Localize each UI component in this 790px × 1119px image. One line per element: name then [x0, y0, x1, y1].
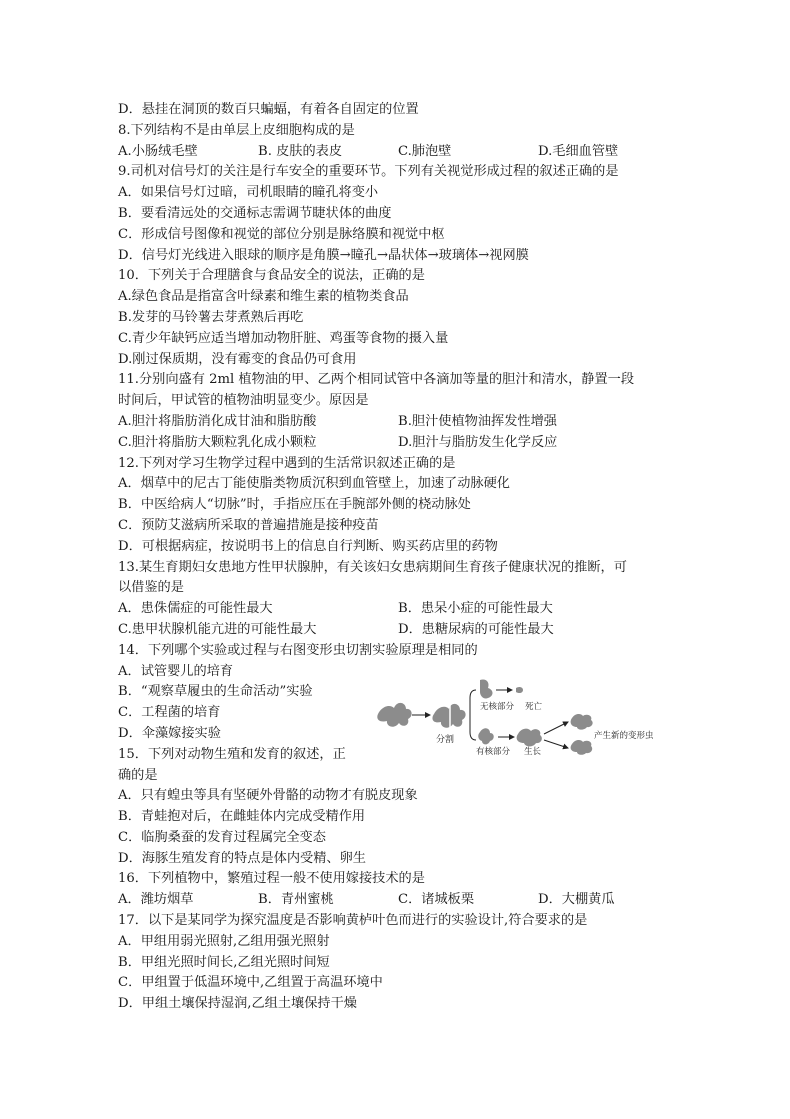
question-17-option-b: B．甲组光照时间长,乙组光照时间短	[118, 954, 330, 970]
question-16-option-c: C．诸城板栗	[398, 892, 475, 908]
question-13-option-b: B．患呆小症的可能性最大	[398, 601, 553, 617]
question-11-option-b: B.胆汁使植物油挥发性增强	[398, 413, 557, 429]
question-10-stem: 10．下列关于合理膳食与食品安全的说法，正确的是	[118, 268, 425, 284]
question-15-option-d: D．海豚生殖发育的特点是体内受精、卵生	[118, 850, 366, 866]
question-8-option-d: D.毛细血管壁	[538, 143, 619, 159]
whole-amoeba-shape	[377, 703, 411, 727]
question-12-stem: 12.下列对学习生物学过程中遇到的生活常识叙述正确的是	[118, 455, 456, 471]
question-16-option-d: D．大棚黄瓜	[538, 892, 615, 908]
new-amoeba-2-shape	[571, 740, 593, 755]
question-11-option-c: C.胆汁将脂肪大颗粒乳化成小颗粒	[118, 434, 317, 450]
nucleated-fragment-shape	[478, 728, 493, 744]
question-13-stem-line-2: 以借鉴的是	[118, 580, 184, 596]
dead-fragment-shape	[516, 687, 523, 693]
question-11-options-row-1	[118, 412, 678, 433]
question-14-option-b: B．“观察草履虫的生命活动”实验	[118, 684, 313, 700]
growth-label: 生长	[524, 747, 542, 756]
question-8-stem: 8.下列结构不是由单层上皮细胞构成的是	[118, 122, 355, 138]
question-15-option-a: A．只有蝗虫等具有坚硬外骨骼的动物才有脱皮现象	[118, 788, 418, 804]
question-16-option-b: B．青州蜜桃	[258, 892, 334, 908]
question-14-option-d: D．伞藻嫁接实验	[118, 725, 221, 741]
question-7-option-d: D．悬挂在洞顶的数百只蝙蝠，有着各自固定的位置	[118, 102, 419, 117]
no-nucleus-fragment-shape	[480, 679, 493, 698]
question-11-option-d: D.胆汁与脂肪发生化学反应	[398, 434, 558, 450]
question-13-options-row-1	[118, 599, 678, 620]
question-12-option-d: D．可根据病症，按说明书上的信息自行判断、购买药店里的药物	[118, 538, 498, 554]
question-16-options	[118, 890, 678, 911]
question-8-option-b: B. 皮肤的表皮	[258, 143, 343, 159]
question-12-option-b: B．中医给病人“切脉”时，手指应压在手腕部外侧的桡动脉处	[118, 497, 471, 513]
cut-amoeba-shape	[432, 704, 465, 728]
new-amoeba-1-shape	[571, 714, 593, 730]
question-17-option-d: D．甲组土壤保持湿润,乙组土壤保持干燥	[118, 996, 357, 1012]
question-15-stem-line-1: 15．下列对动物生殖和发育的叙述，正	[118, 746, 346, 762]
question-11-stem-line-2: 时间后，甲试管的植物油明显变少。原因是	[118, 393, 369, 409]
question-13-stem-line-1: 13.某生育期妇女患地方性甲状腺肿，有关该妇女患病期间生育孩子健康状况的推断，可	[118, 559, 627, 575]
question-15-stem-line-2: 确的是	[118, 767, 158, 783]
question-10-option-c: C.青少年缺钙应适当增加动物肝脏、鸡蛋等食物的摄入量	[118, 330, 449, 346]
question-16-option-a: A．潍坊烟草	[118, 892, 194, 908]
amoeba-cutting-diagram	[372, 676, 672, 756]
question-9-option-c: C．形成信号图像和视觉的部位分别是脉络膜和视觉中枢	[118, 226, 445, 242]
question-9-stem: 9.司机对信号灯的关注是行车安全的重要环节。下列有关视觉形成过程的叙述正确的是	[118, 164, 619, 180]
arrow-to-new-1	[544, 722, 568, 734]
death-label: 死亡	[525, 702, 543, 712]
question-11-options-row-2	[118, 433, 678, 454]
question-8-option-a: A.小肠绒毛壁	[118, 143, 198, 159]
question-17-option-a: A．甲组用弱光照射,乙组用强光照射	[118, 933, 330, 949]
question-13-option-d: D．患糖尿病的可能性最大	[398, 621, 554, 637]
question-15-option-c: C．临朐桑蚕的发育过程属完全变态	[118, 829, 326, 845]
question-9-option-d: D．信号灯光线进入眼球的顺序是角膜→瞳孔→晶状体→玻璃体→视网膜	[118, 247, 529, 263]
question-11-stem-line-1: 11.分别向盛有 2ml 植物油的甲、乙两个相同试管中各滴加等量的胆汁和清水，静置一段	[118, 372, 635, 388]
question-10-option-d: D.刚过保质期，没有霉变的食品仍可食用	[118, 351, 357, 367]
question-list	[118, 100, 678, 1015]
question-8-options	[118, 142, 678, 163]
question-13-option-c: C.患甲状腺机能亢进的可能性最大	[118, 621, 317, 637]
split-label: 分割	[436, 735, 455, 745]
split-bracket	[470, 690, 476, 740]
question-14-option-a: A．试管婴儿的培育	[118, 663, 234, 679]
question-14-stem: 14．下列哪个实验或过程与右图变形虫切割实验原理是相同的	[118, 642, 478, 658]
new-amoeba-label: 产生新的变形虫	[594, 731, 654, 741]
question-17-stem: 17．以下是某同学为探究温度是否影响黄栌叶色而进行的实验设计,符合要求的是	[118, 913, 588, 929]
question-9-option-a: A．如果信号灯过暗，司机眼睛的瞳孔将变小	[118, 185, 379, 201]
arrow-to-new-2	[544, 740, 568, 748]
question-10-option-a: A.绿色食品是指富含叶绿素和维生素的植物类食品	[118, 289, 409, 305]
question-14-option-c: C．工程菌的培育	[118, 705, 221, 721]
question-12-option-a: A．烟草中的尼古丁能使脂类物质沉积到血管壁上，加速了动脉硬化	[118, 476, 510, 492]
question-11-option-a: A.胆汁将脂肪消化成甘油和脂肪酸	[118, 413, 317, 429]
grown-amoeba-shape	[517, 729, 542, 747]
question-16-stem: 16．下列植物中，繁殖过程一般不使用嫁接技术的是	[118, 871, 425, 887]
no-nucleus-label: 无核部分	[480, 702, 515, 712]
question-9-option-b: B．要看清远处的交通标志需调节睫状体的曲度	[118, 205, 392, 221]
question-17-option-c: C．甲组置于低温环境中,乙组置于高温环境中	[118, 975, 383, 991]
question-8-option-c: C.肺泡壁	[398, 143, 452, 159]
question-15-option-b: B．青蛙抱对后，在雌蛙体内完成受精作用	[118, 809, 366, 825]
question-10-option-b: B.发芽的马铃薯去芽煮熟后再吃	[118, 309, 304, 325]
question-13-options-row-2	[118, 620, 678, 641]
question-12-option-c: C．预防艾滋病所采取的普遍措施是接种疫苗	[118, 517, 379, 533]
has-nucleus-label: 有核部分	[476, 747, 511, 756]
question-13-option-a: A．患侏儒症的可能性最大	[118, 601, 273, 617]
